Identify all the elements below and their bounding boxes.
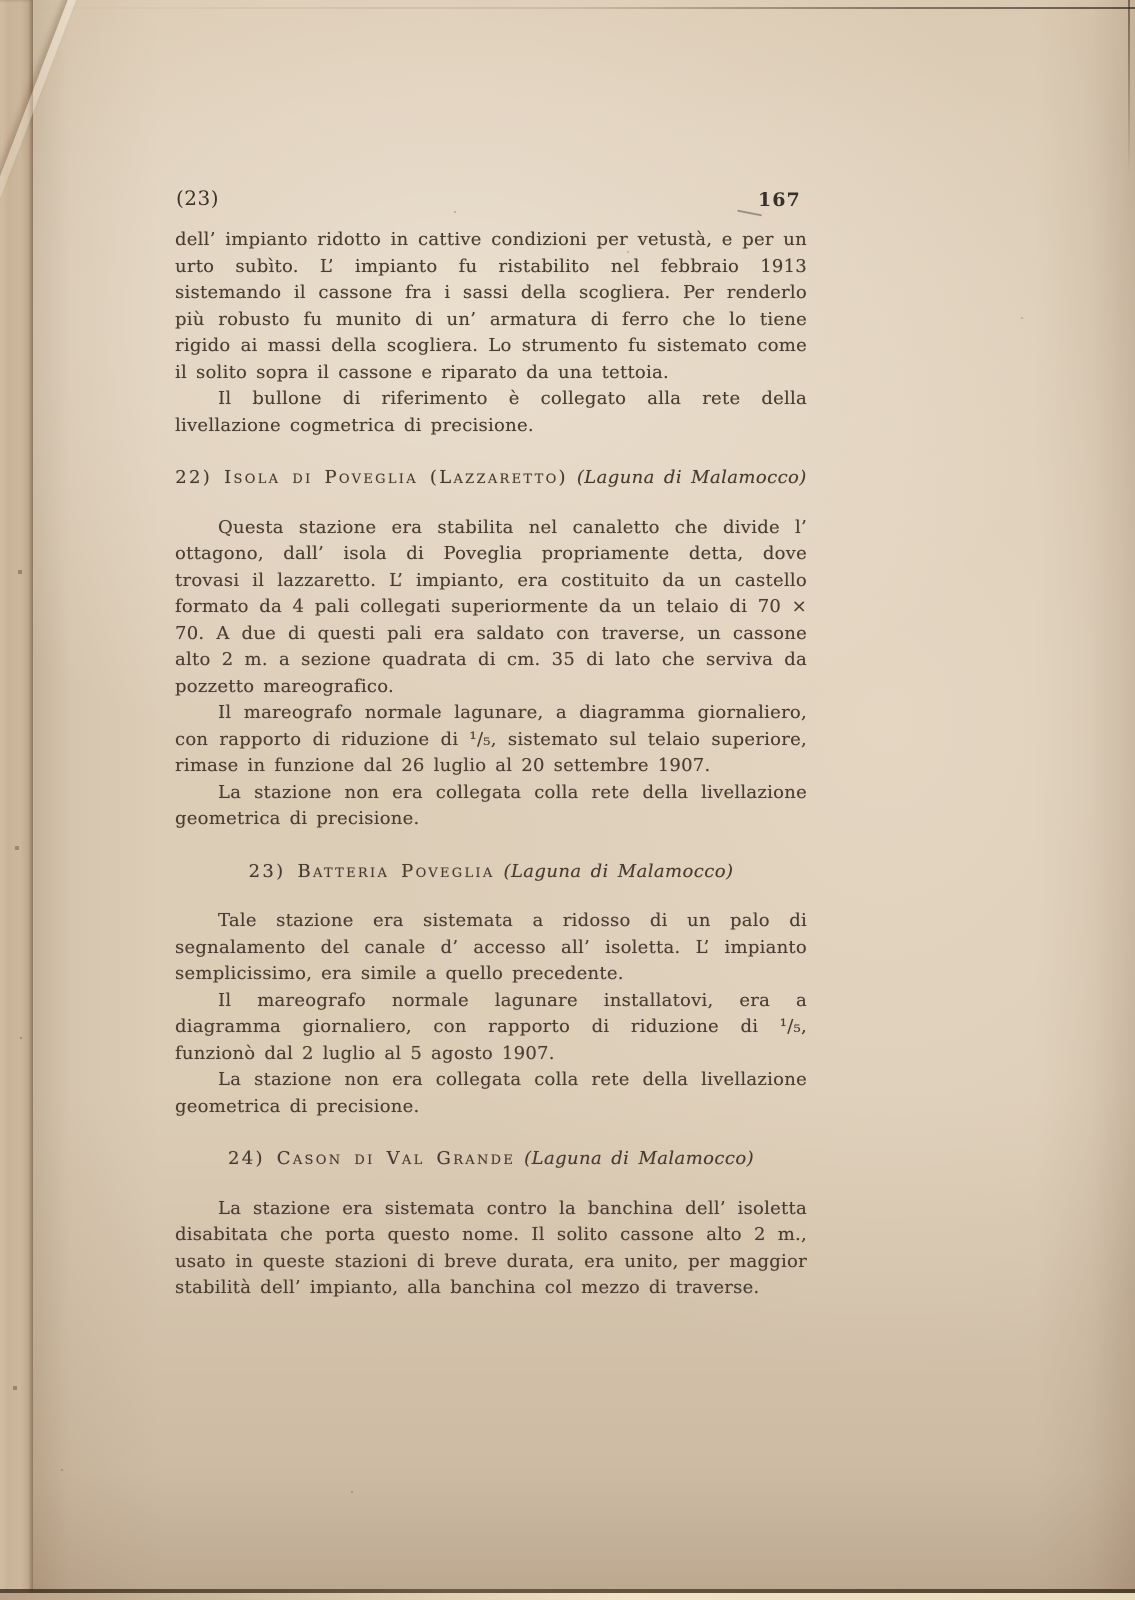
paragraph: La stazione era sistemata contro la banchina dell’ isoletta disabitata che porta questo nome. Il solito cassone alto 2 m., usato in queste stazioni di breve durata, era unito, per maggior stabilità dell’ impianto, alla banchina col mezzo di traverse. — [175, 1197, 807, 1298]
section-subtitle: (Laguna di Malamocco) — [576, 467, 807, 488]
section-heading-22 — [175, 465, 807, 492]
sheet-number: (23) — [176, 186, 220, 210]
text-column — [175, 227, 807, 1302]
paragraph: Questa stazione era stabilita nel canaletto che divide l’ ottagono, dall’ isola di Poveglia propriamente detta, dove trovasi il lazzaretto. L’ impianto, era costituito da un castello formato da 4 pali collegati superiormente da un telaio di 70 × 70. A due di questi pali era saldato con traverse, un cassone alto 2 m. a sezione quadrata di cm. 35 di lato che serviva da pozzetto mareografico. — [175, 516, 807, 697]
paragraph: La stazione non era collegata colla rete della livellazione geometrica di precisione. — [175, 781, 807, 829]
page-right-edge — [1128, 0, 1130, 175]
page-top-edge — [0, 7, 1135, 9]
paragraph: Tale stazione era sistemata a ridosso di un palo di segnalamento del canale d’ accesso all’ isoletta. L’ impianto semplicissimo, era simile a quello precedente. — [175, 910, 807, 984]
section-title: 23) Batteria Poveglia — [248, 860, 495, 882]
paragraph: La stazione non era collegata colla rete della livellazione geometrica di precisione. — [175, 1069, 807, 1117]
page-number: 167 — [758, 189, 801, 211]
section-title: 24) Cason di Val Grande — [227, 1148, 516, 1169]
section-subtitle: (Laguna di Malamocco) — [524, 1148, 755, 1169]
section-subtitle: (Laguna di Malamocco) — [503, 860, 734, 882]
paragraph: dell’ impianto ridotto in cattive condizioni per vetustà, e per un urto subìto. L’ impianto fu ristabilito nel febbraio 1913 sistemando il cassone fra i sassi della scogliera. Per renderlo più robusto fu munito di un’ armatura di ferro che lo tiene rigido ai massi della scogliera. Lo strumento fu sistemato come il solito sopra il cassone e riparato da una tettoia. — [175, 229, 807, 383]
section-title: 22) Isola di Poveglia (Lazzaretto) — [175, 467, 568, 488]
paragraph: Il mareografo normale lagunare, a diagramma giornaliero, con rapporto di riduzione di ¹/₅, sistemato sul telaio superiore, rimase in funzione dal 26 luglio al 20 settembre 1907. — [175, 702, 807, 776]
paragraph: Il mareografo normale lagunare installatovi, era a diagramma giornaliero, con rapporto di riduzione di ¹/₅, funzionò dal 2 luglio al 5 agosto 1907. — [175, 989, 807, 1064]
section-heading-24 — [175, 1146, 807, 1173]
book-binding-edge — [0, 0, 33, 1600]
paragraph: Il bullone di riferimento è collegato alla rete della livellazione cogmetrica di precisione. — [175, 388, 807, 436]
underlying-page-edge — [0, 1593, 1135, 1600]
section-heading-23 — [175, 859, 807, 886]
